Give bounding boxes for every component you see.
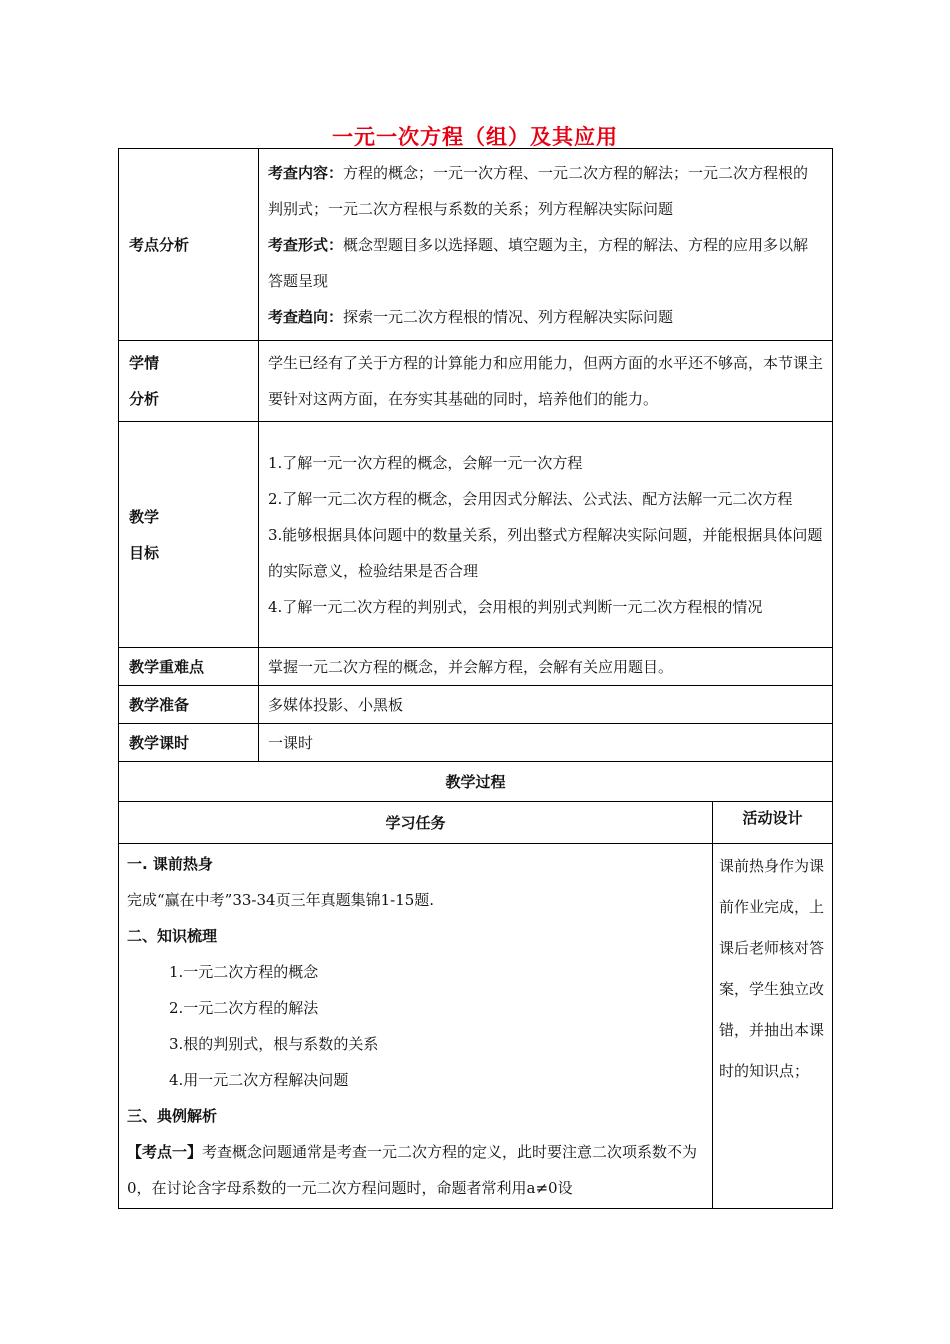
label-zhongnan: 教学重难点: [119, 648, 259, 686]
row-process-body: [119, 844, 833, 1209]
label-mubiao-2: 目标: [129, 543, 160, 562]
content-kaodian: [259, 149, 833, 341]
content-xueqing: 学生已经有了关于方程的计算能力和应用能力，但两方面的水平还不够高，本节课主要针对这两方面，在夯实其基础的同时，培养他们的能力。: [259, 341, 833, 422]
label-xueqing-1: 学情: [129, 354, 160, 372]
activity-header: 活动设计: [713, 802, 833, 844]
goal-item: 1.了解一元一次方程的概念，会解一元一次方程: [268, 453, 583, 472]
task-header: 学习任务: [119, 802, 713, 844]
goal-item: 4.了解一元二次方程的判别式，会用根的判别式判断一元二次方程根的情况: [268, 597, 763, 616]
section-examples: 三、典例解析: [127, 1107, 218, 1125]
knowledge-item: 1.一元二次方程的概念: [169, 963, 319, 981]
label-kaodian: 考点分析: [119, 149, 259, 341]
label-zhunbei: 教学准备: [119, 686, 259, 724]
kaodian-trend-text: 探索一元二次方程根的情况、列方程解决实际问题: [343, 307, 674, 326]
row-kaodian: [119, 149, 833, 341]
kaodian-content-head: 考查内容：: [268, 163, 344, 182]
warmup-text: 完成“赢在中考”33-34页三年真题集锦1-15题.: [127, 891, 435, 909]
label-mubiao: [119, 422, 259, 648]
task-content: [119, 844, 713, 1209]
label-xueqing-2: 分析: [129, 390, 160, 408]
lesson-plan-table: [118, 148, 833, 1209]
page-title: 一元一次方程（组）及其应用: [332, 125, 618, 149]
kaodian-content-text: 方程的概念；一元一次方程、一元二次方程的解法；一元二次方程根的判别式；一元二次方程根与系数的关系；列方程解决实际问题: [268, 163, 809, 218]
activity-content: 课前热身作为课前作业完成，上课后老师核对答案，学生独立改错，并抽出本课时的知识点；: [713, 844, 833, 1209]
example-paragraph: [127, 1134, 704, 1206]
row-process-header: [119, 762, 833, 802]
kaodian-form-head: 考查形式：: [268, 235, 344, 254]
kaodian-trend-head: 考查趋向：: [268, 307, 344, 326]
content-mubiao: [259, 422, 833, 648]
label-mubiao-1: 教学: [129, 507, 160, 526]
section-warmup: 一. 课前热身: [127, 855, 213, 873]
row-mubiao: [119, 422, 833, 648]
content-keshi: 一课时: [259, 724, 833, 762]
goal-item: 3.能够根据具体问题中的数量关系，列出整式方程解决实际问题，并能根据具体问题的实际意义，检验结果是否合理: [268, 525, 823, 580]
kaodian-form-text: 概念型题目多以选择题、填空题为主，方程的解法、方程的应用多以解答题呈现: [268, 235, 809, 290]
content-zhunbei: 多媒体投影、小黑板: [259, 686, 833, 724]
label-keshi: 教学课时: [119, 724, 259, 762]
example-text: 考查概念问题通常是考查一元二次方程的定义，此时要注意二次项系数不为0，在讨论含字母系数的一元二次方程问题时，命题者常利用a≠0设: [127, 1143, 698, 1197]
knowledge-item: 4.用一元二次方程解决问题: [169, 1071, 349, 1089]
row-zhunbei: [119, 686, 833, 724]
content-zhongnan: 掌握一元二次方程的概念，并会解方程，会解有关应用题目。: [259, 648, 833, 686]
goal-item: 2.了解一元二次方程的概念，会用因式分解法、公式法、配方法解一元二次方程: [268, 489, 793, 508]
row-task-header: [119, 802, 833, 844]
knowledge-item: 2.一元二次方程的解法: [169, 999, 319, 1017]
section-knowledge: 二、知识梳理: [127, 927, 218, 945]
row-zhongnan: [119, 648, 833, 686]
knowledge-item: 3.根的判别式，根与系数的关系: [169, 1035, 379, 1053]
example-tag: 【考点一】: [127, 1143, 203, 1161]
row-keshi: [119, 724, 833, 762]
process-header: 教学过程: [119, 762, 833, 802]
row-xueqing: [119, 341, 833, 422]
label-xueqing: [119, 341, 259, 422]
